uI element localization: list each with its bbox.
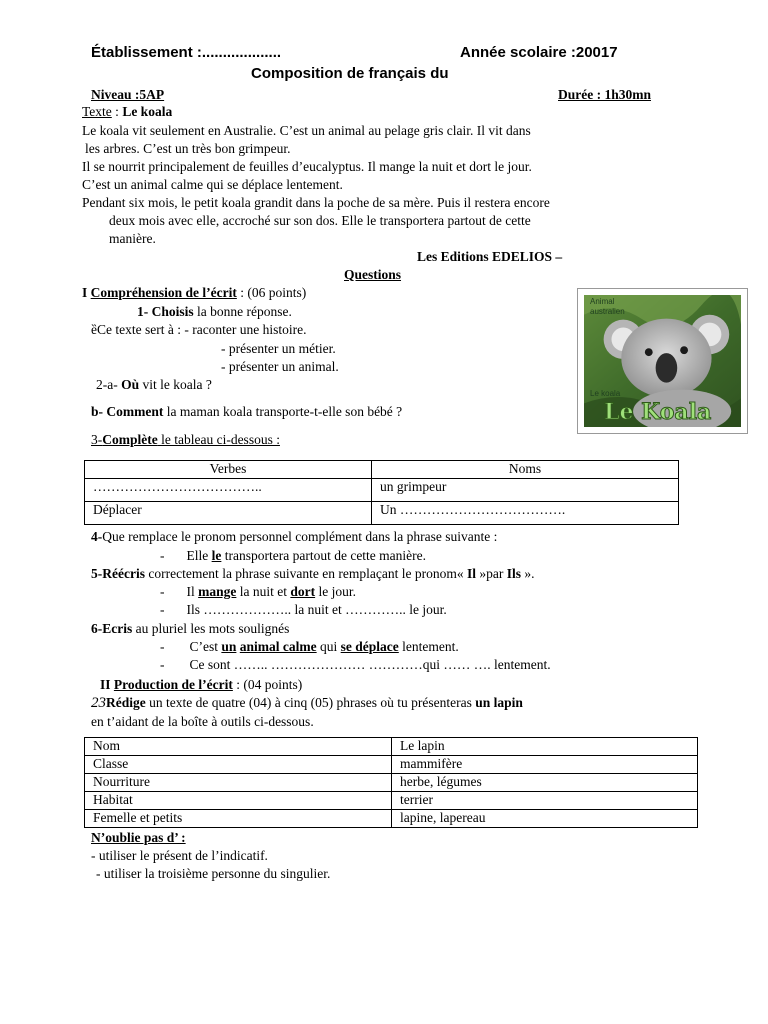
section-1-num: I bbox=[82, 285, 91, 300]
question-6: 6-Ecris au pluriel les mots soulignés bbox=[91, 621, 290, 636]
table-row bbox=[85, 810, 698, 828]
text-line-3: Il se nourrit principalement de feuilles d’eucalyptus. Il mange la nuit et dort le jour. bbox=[82, 159, 532, 174]
text-title: Le koala bbox=[122, 104, 173, 119]
table-cell: Femelle et petits bbox=[85, 810, 392, 828]
table-row bbox=[85, 461, 679, 479]
image-small-label-2: australien bbox=[590, 307, 625, 316]
production-instruction-2: en t’aidant de la boîte à outils ci-dessous. bbox=[91, 714, 314, 729]
table-header-noms: Noms bbox=[372, 461, 679, 479]
question-2b: b- Comment la maman koala transporte-t-elle son bébé ? bbox=[91, 404, 403, 419]
section-1-points: : (06 points) bbox=[236, 285, 307, 300]
table-header-verbes: Verbes bbox=[85, 461, 372, 479]
question-6-answer: - Ce sont …….. ………………… …………qui …… …. lentement. bbox=[160, 657, 551, 672]
table-cell: Habitat bbox=[85, 792, 392, 810]
question-5: 5-Réécris correctement la phrase suivante en remplaçant le pronom« Il »par Ils ». bbox=[91, 566, 535, 581]
reminder-title: N’oublie pas d’ : bbox=[91, 830, 186, 845]
text-line-4: C’est un animal calme qui se déplace lentement. bbox=[82, 177, 343, 192]
table-row bbox=[85, 774, 698, 792]
level-label: Niveau :5AP bbox=[91, 87, 165, 102]
question-1-option-3: - présenter un animal. bbox=[221, 359, 339, 374]
table-row bbox=[85, 756, 698, 774]
text-line-5: Pendant six mois, le petit koala grandit dans la poche de sa mère. Puis il restera encore bbox=[82, 195, 550, 210]
question-4: 4-Que remplace le pronom personnel complément dans la phrase suivante : bbox=[91, 529, 498, 544]
text-title-line bbox=[82, 104, 172, 120]
questions-heading: Questions bbox=[344, 267, 402, 282]
school-year: Année scolaire :20017 bbox=[460, 44, 618, 61]
text-source: Les Editions EDELIOS – bbox=[417, 249, 563, 264]
table-row bbox=[85, 792, 698, 810]
text-line-7: manière. bbox=[109, 231, 156, 246]
table-cell: Déplacer bbox=[85, 502, 372, 525]
question-5-sentence: - Il mange la nuit et dort le jour. bbox=[160, 584, 356, 599]
question-4-sentence: - Elle le transportera partout de cette manière. bbox=[160, 548, 427, 563]
section-2-heading: II Production de l’écrit : (04 points) bbox=[100, 677, 303, 692]
reminder-1: - utiliser le présent de l’indicatif. bbox=[91, 848, 268, 863]
reminder-2: - utiliser la troisième personne du singulier. bbox=[96, 866, 331, 881]
etablissement-field: Établissement :................... bbox=[91, 44, 282, 61]
question-3: 3-Complète le tableau ci-dessous : bbox=[91, 432, 280, 447]
table-cell: herbe, légumes bbox=[392, 774, 698, 792]
text-label-sep: : bbox=[111, 104, 123, 119]
table-cell: Le lapin bbox=[392, 738, 698, 756]
table-cell: Un ………………………………. bbox=[372, 502, 679, 525]
section-1-heading bbox=[82, 285, 306, 301]
table-cell: Classe bbox=[85, 756, 392, 774]
table-cell: ……………………………….. bbox=[85, 479, 372, 502]
text-label: Texte bbox=[82, 104, 112, 119]
koala-image bbox=[577, 288, 748, 434]
question-5-answer: - Ils ……………….. la nuit et ………….. le jour. bbox=[160, 602, 447, 617]
duration-label: Durée : 1h30mn bbox=[558, 87, 651, 102]
table-row bbox=[85, 479, 679, 502]
question-1-option-2: - présenter un métier. bbox=[221, 341, 336, 356]
page-title: Composition de français du bbox=[251, 65, 449, 82]
toolbox-table bbox=[84, 737, 698, 828]
question-2a: 2-a- Où vit le koala ? bbox=[96, 377, 212, 392]
table-row bbox=[85, 502, 679, 525]
table-cell: terrier bbox=[392, 792, 698, 810]
image-caption: Le Koala bbox=[604, 399, 712, 425]
text-line-1: Le koala vit seulement en Australie. C’est un animal au pelage gris clair. Il vit dans bbox=[82, 123, 531, 138]
table-cell: un grimpeur bbox=[372, 479, 679, 502]
question-1: 1- Choisis la bonne réponse. bbox=[137, 304, 292, 319]
image-small-label-1: Animal bbox=[590, 297, 615, 306]
table-cell: Nom bbox=[85, 738, 392, 756]
table-cell: Nourriture bbox=[85, 774, 392, 792]
table-cell: lapine, lapereau bbox=[392, 810, 698, 828]
text-line-6: deux mois avec elle, accroché sur son dos. Elle le transportera partout de cette bbox=[109, 213, 531, 228]
question-1-option-1: ȅCe texte sert à : - raconter une histoire. bbox=[91, 322, 307, 337]
text-line-2: les arbres. C’est un très bon grimpeur. bbox=[85, 141, 291, 156]
production-instruction: 23Rédige un texte de quatre (04) à cinq (05) phrases où tu présenteras un lapin bbox=[91, 695, 523, 711]
table-cell: mammifère bbox=[392, 756, 698, 774]
question-6-sentence: - C’est un animal calme qui se déplace lentement. bbox=[160, 639, 459, 654]
section-1-title: Compréhension de l’écrit bbox=[90, 285, 237, 300]
verbs-nouns-table bbox=[84, 460, 679, 525]
table-row bbox=[85, 738, 698, 756]
image-small-label-3: Le koala bbox=[590, 389, 621, 398]
